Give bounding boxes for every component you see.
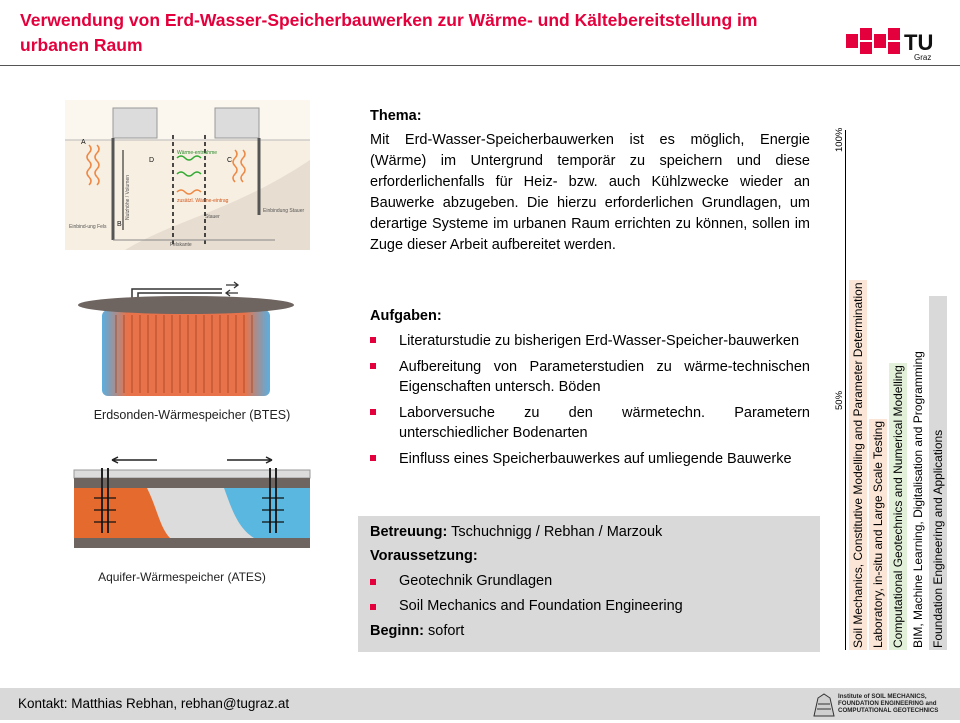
label-c: C xyxy=(227,157,233,164)
voraussetzung-label xyxy=(370,548,478,564)
beginn-label: Beginn: xyxy=(370,623,424,639)
tu-graz-logo xyxy=(846,24,942,64)
aufgaben-item-text: Literaturstudie zu bisherigen Erd-Wasser-Speicher-bauwerken xyxy=(399,333,800,349)
aufgaben-item-text: Laborversuche zu den wärmetechn. Parametern unterschiedlicher Bodenarten xyxy=(399,405,810,441)
aufgaben-item xyxy=(370,449,810,469)
title-divider xyxy=(0,65,960,66)
voraussetzung-label-text: Voraussetzung: xyxy=(370,548,478,564)
aufgaben-item-text: Aufbereitung von Parameterstudien zu wärme-technischen Eigenschaften untersch. Böden xyxy=(399,359,810,395)
institute-line: FOUNDATION ENGINEERING and xyxy=(838,700,937,707)
label-zusaetzl-waerme: zusätzl. Wärme-eintrag xyxy=(177,198,229,204)
label-d: D xyxy=(149,157,155,164)
logo-tu-text: TU xyxy=(904,30,934,55)
institute-emblem-icon xyxy=(812,692,836,718)
label-b: B xyxy=(117,221,122,228)
label-felskante: Felskante xyxy=(170,242,192,248)
logo-graz-text: Graz xyxy=(914,53,932,62)
ates-figure xyxy=(72,448,312,558)
footer xyxy=(0,688,960,720)
aufgaben-item-text: Einfluss eines Speicherbauwerkes auf umliegende Bauwerke xyxy=(399,451,792,467)
thema-text: Mit Erd-Wasser-Speicherbauwerken ist es möglich, Energie (Wärme) im Untergrund temporär zu speichern und diese erforderlichenfalls für Heiz- bzw. auch Kühlzwecke wieder an Bauwerke abzugeben. Die hierzu erforderlichen Grundlagen, um derartige Systeme im urbanen Raum errichten zu können, sollen im Zuge dieser Arbeit aufbereitet werden. xyxy=(370,132,810,253)
label-waerme-entnahme: Wärme-entnahme xyxy=(177,150,218,156)
contact-text: Kontakt: Matthias Rebhan, rebhan@tugraz.at xyxy=(18,696,290,711)
voraussetzung-item-text: Soil Mechanics and Foundation Engineering xyxy=(399,598,683,614)
pct-50-label: 50% xyxy=(834,390,845,410)
bullet-marker xyxy=(370,363,376,369)
aufgaben-item xyxy=(370,403,810,443)
voraussetzung-item-text: Geotechnik Grundlagen xyxy=(399,573,553,589)
btes-caption: Erdsonden-Wärmespeicher (BTES) xyxy=(93,408,291,422)
aufgaben-item xyxy=(370,331,810,351)
aufgaben-list xyxy=(370,331,810,475)
label-einbindung-stauer: Einbindung Stauer xyxy=(263,208,305,214)
institute-line: COMPUTATIONAL GEOTECHNICS xyxy=(838,707,939,714)
betreuung-line xyxy=(370,524,662,540)
institute-logo xyxy=(812,692,952,718)
btes-figure xyxy=(72,275,312,405)
category-label-soil-mechanics: Soil Mechanics, Constitutive Modelling and Parameter Determination xyxy=(851,282,865,648)
chart-axis xyxy=(845,130,846,650)
tu-graz-logo-mark xyxy=(846,24,942,64)
beginn-value: sofort xyxy=(428,623,465,639)
page-title: Verwendung von Erd-Wasser-Speicherbauwerken zur Wärme- und Kältebereitstellung im urbanen Raum xyxy=(20,10,758,55)
category-label-foundation: Foundation Engineering and Applications xyxy=(931,429,945,648)
category-label-bim: BIM, Machine Learning, Digitalisation and Programming xyxy=(911,351,925,648)
bullet-marker xyxy=(370,579,376,585)
bullet-marker xyxy=(370,337,376,343)
category-label-computational: Computational Geotechnics and Numerical Modelling xyxy=(891,365,905,648)
bullet-marker xyxy=(370,455,376,461)
bullet-marker xyxy=(370,604,376,610)
betreuung-value: Tschuchnigg / Rebhan / Marzouk xyxy=(451,524,663,540)
pct-100-label: 100% xyxy=(834,127,845,152)
category-label-laboratory: Laboratory, in-situ and Large Scale Testing xyxy=(871,420,885,648)
bullet-marker xyxy=(370,409,376,415)
label-nutzhoehe: Nutzhöhe / Volumen xyxy=(125,174,131,220)
label-stauer: Stauer xyxy=(205,214,220,220)
beginn-line xyxy=(370,623,464,639)
aufgaben-heading: Aufgaben: xyxy=(370,308,442,324)
betreuung-label: Betreuung: xyxy=(370,524,448,540)
aufgaben-item xyxy=(370,357,810,397)
thema-heading: Thema: xyxy=(370,108,422,124)
info-box xyxy=(358,516,820,652)
ates-caption: Aquifer-Wärmespeicher (ATES) xyxy=(98,570,266,584)
institute-line: Institute of SOIL MECHANICS, xyxy=(838,693,927,700)
label-einbindung-fels: Einbind-ung Fels xyxy=(69,224,107,230)
label-a: A xyxy=(81,139,86,146)
schematic-figure xyxy=(65,100,310,250)
institute-name xyxy=(838,693,938,714)
